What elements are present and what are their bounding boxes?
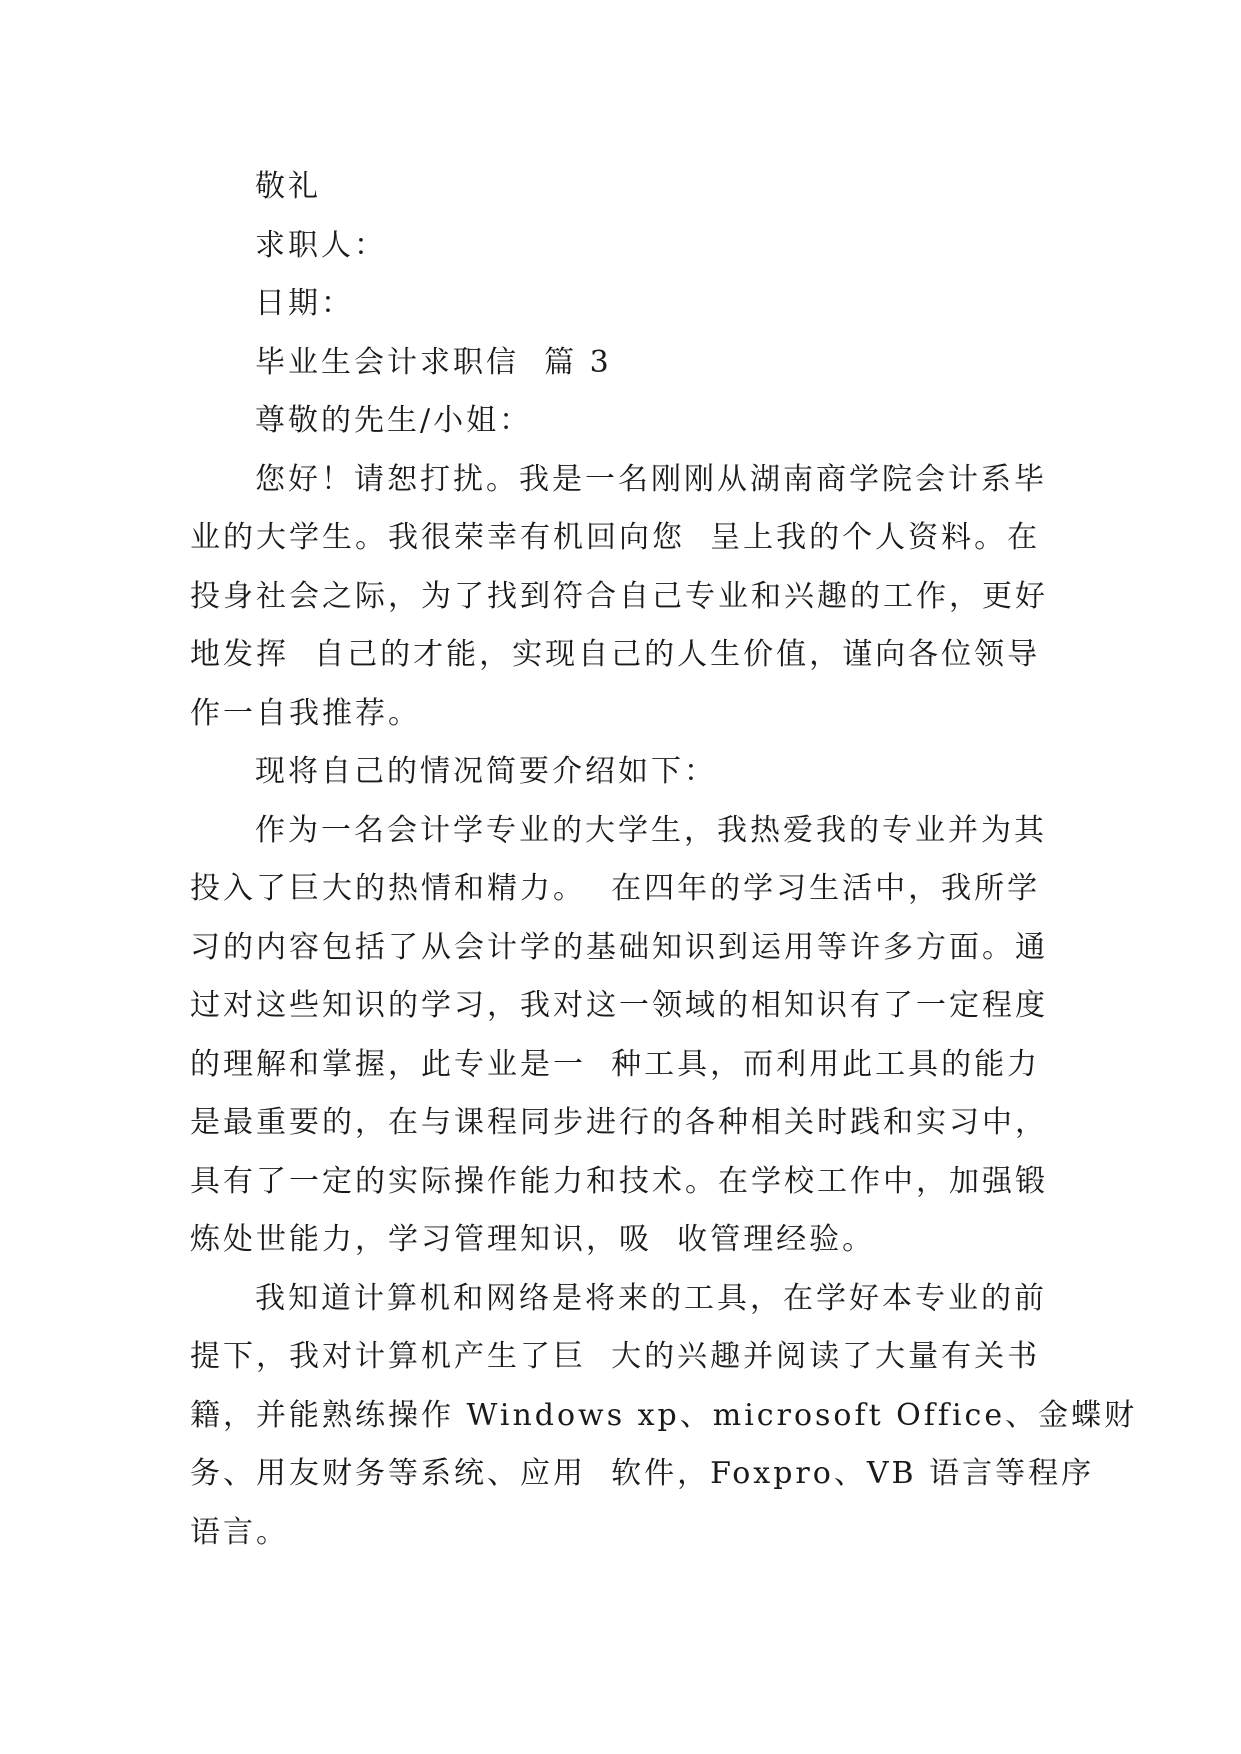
- paragraph-computer-skills: [190, 1270, 1138, 1563]
- applicant-label: 求职人：: [255, 227, 387, 263]
- greeting: 尊敬的先生/小姐：: [255, 403, 533, 438]
- paragraph-line: 具有了一定的实际操作能力和技术。在学校工作中，加强锻: [190, 1163, 1048, 1199]
- paragraph-line: 炼处世能力，学习管理知识，吸 收管理经验。: [190, 1222, 876, 1257]
- date-label: 日期：: [255, 286, 354, 321]
- letter-body: [190, 158, 1138, 1562]
- paragraph-line: 过对这些知识的学习，我对这一领域的相知识有了一定程度: [190, 988, 1048, 1023]
- paragraph-line: 务、用友财务等系统、应用 软件，Foxpro、VB 语言等程序: [190, 1456, 1095, 1491]
- paragraph-line: 习的内容包括了从会计学的基础知识到运用等许多方面。通: [190, 929, 1048, 965]
- section-title: 毕业生会计求职信 篇 3: [255, 344, 612, 380]
- paragraph-introduction: [190, 451, 1060, 744]
- paragraph-line: 我知道计算机和网络是将来的工具，在学好本专业的前: [255, 1280, 1047, 1316]
- paragraph-line: 作一自我推荐。: [190, 695, 421, 731]
- paragraph-line: 地发挥 自己的才能，实现自己的人生价值，谨向各位领导: [190, 637, 1041, 672]
- paragraph-line: 现将自己的情况简要介绍如下：: [255, 754, 717, 789]
- paragraph-line: 是最重要的，在与课程同步进行的各种相关时践和实习中，: [190, 1105, 1048, 1140]
- paragraph-line: 您好！请恕打扰。我是一名刚刚从湖南商学院会计系毕: [255, 461, 1047, 497]
- paragraph-overview: [190, 743, 1060, 802]
- closing-salutation: 敬礼: [255, 169, 321, 204]
- paragraph-line: 籍，并能熟练操作 Windows xp、microsoft Office、金蝶财: [190, 1397, 1138, 1433]
- paragraph-line: 语言。: [190, 1514, 289, 1550]
- paragraph-education: [190, 802, 1060, 1270]
- paragraph-line: 投身社会之际，为了找到符合自己专业和兴趣的工作，更好: [190, 578, 1048, 614]
- paragraph-line: 业的大学生。我很荣幸有机回向您 呈上我的个人资料。在: [190, 520, 1041, 555]
- paragraph-line: 提下，我对计算机产生了巨 大的兴趣并阅读了大量有关书: [190, 1339, 1041, 1374]
- paragraph-line: 作为一名会计学专业的大学生，我热爱我的专业并为其: [255, 812, 1047, 848]
- paragraph-line: 的理解和掌握，此专业是一 种工具，而利用此工具的能力: [190, 1046, 1041, 1082]
- paragraph-line: 投入了巨大的热情和精力。 在四年的学习生活中，我所学: [190, 871, 1041, 906]
